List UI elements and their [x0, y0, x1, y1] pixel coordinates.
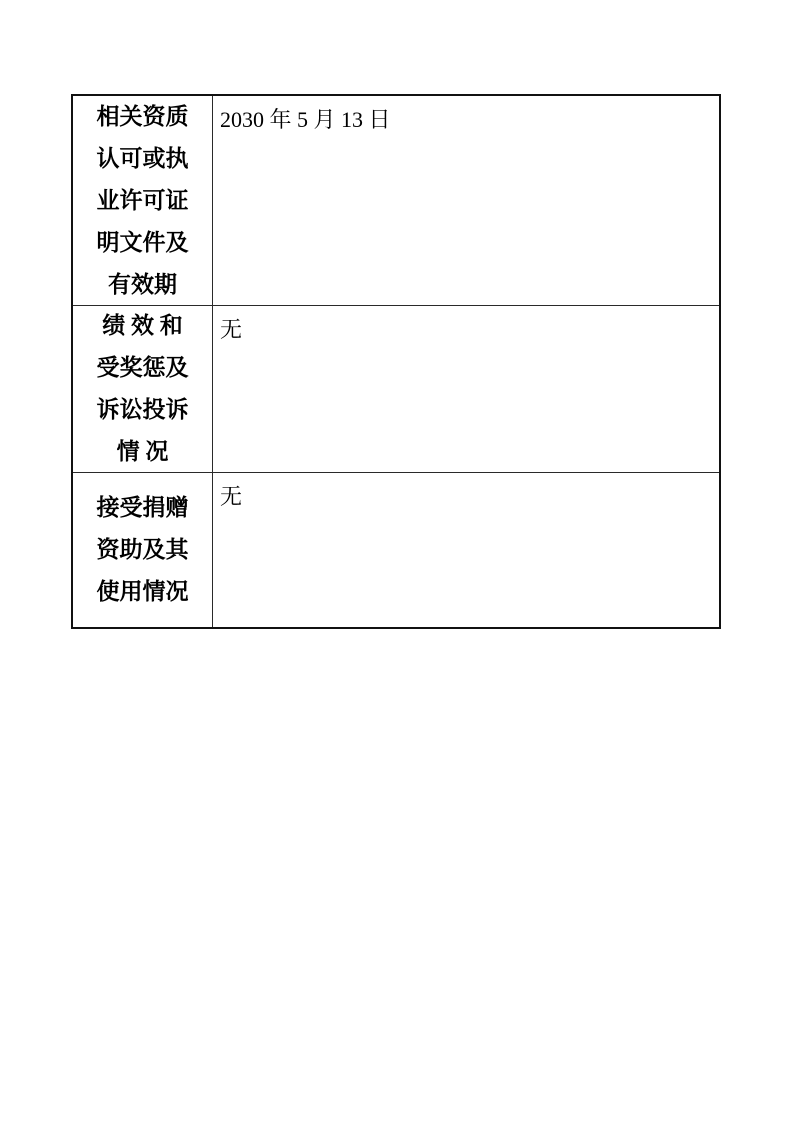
- row-label-donations-usage: [73, 473, 213, 627]
- value-donations-usage: 无: [220, 484, 243, 509]
- label-line: 有效期: [108, 271, 177, 297]
- table-row: [73, 96, 719, 305]
- table-row: [73, 305, 719, 472]
- label-line: 诉讼投诉: [96, 397, 189, 422]
- label-line: 业许可证: [96, 187, 189, 213]
- label-line: 接受捐赠: [96, 495, 189, 520]
- label-line: 情 况: [116, 439, 169, 464]
- label-line: 使用情况: [96, 579, 189, 604]
- label-line: 相关资质: [96, 103, 189, 129]
- table-row: [73, 472, 719, 627]
- label-line: 受奖惩及: [96, 355, 189, 380]
- info-table: [71, 94, 721, 629]
- row-label-qualification-validity: [73, 96, 213, 305]
- label-line: 绩 效 和: [102, 313, 183, 338]
- label-line: 认可或执: [96, 145, 189, 171]
- row-label-performance-awards: [73, 306, 213, 472]
- value-performance-awards: 无: [220, 317, 243, 342]
- value-qualification-validity-date: 2030 年 5 月 13 日: [220, 107, 391, 132]
- label-line: 资助及其: [96, 537, 189, 562]
- label-line: 明文件及: [96, 229, 189, 255]
